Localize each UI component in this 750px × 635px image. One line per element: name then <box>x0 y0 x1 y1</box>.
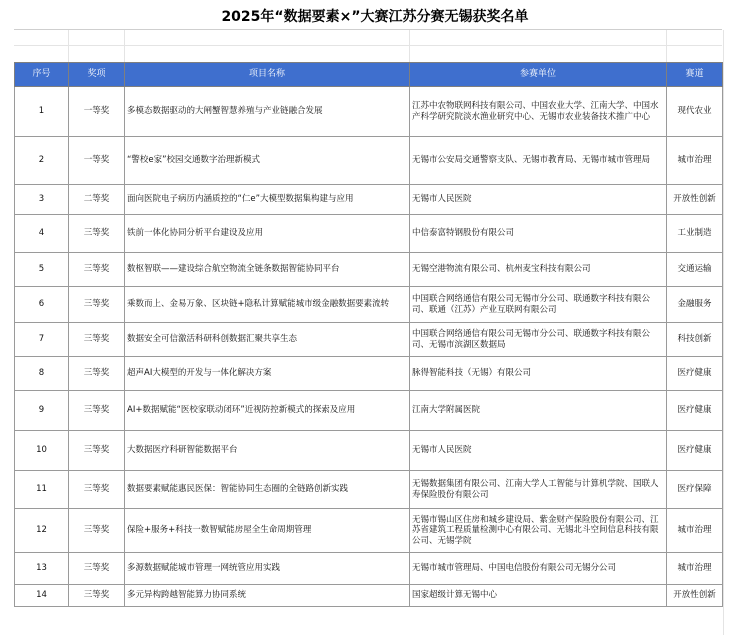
row-no: 5 <box>15 253 69 287</box>
row-no: 12 <box>15 509 69 553</box>
row-award: 三等奖 <box>69 471 125 509</box>
table-row <box>15 357 723 391</box>
table-row <box>15 185 723 215</box>
row-project: 多模态数据驱动的大闸蟹智慧养殖与产业链融合发展 <box>125 87 410 137</box>
row-units: 国家超级计算无锡中心 <box>410 585 667 607</box>
row-no: 6 <box>15 287 69 323</box>
row-no: 3 <box>15 185 69 215</box>
awards-table <box>14 62 723 607</box>
row-track: 开放性创新 <box>667 185 723 215</box>
table-row <box>15 253 723 287</box>
row-no: 9 <box>15 391 69 431</box>
table-row <box>15 323 723 357</box>
table-row <box>15 391 723 431</box>
row-award: 一等奖 <box>69 137 125 185</box>
table-row <box>15 509 723 553</box>
row-project: 乘数而上、金易万象、区块链+隐私计算赋能城市级金融数据要素流转 <box>125 287 410 323</box>
row-units: 中国联合网络通信有限公司无锡市分公司、联通数字科技有限公司、无锡市滨湖区数据局 <box>410 323 667 357</box>
header-award: 奖项 <box>69 63 125 87</box>
row-no: 14 <box>15 585 69 607</box>
table-row <box>15 215 723 253</box>
row-track: 城市治理 <box>667 137 723 185</box>
row-award: 三等奖 <box>69 323 125 357</box>
row-award: 三等奖 <box>69 553 125 585</box>
row-units: 江南大学附属医院 <box>410 391 667 431</box>
row-track: 医疗健康 <box>667 431 723 471</box>
row-award: 三等奖 <box>69 215 125 253</box>
row-units: 无锡市公安局交通警察支队、无锡市教育局、无锡市城市管理局 <box>410 137 667 185</box>
header-project: 项目名称 <box>125 63 410 87</box>
row-award: 三等奖 <box>69 357 125 391</box>
row-project: 数据要素赋能惠民医保：智能协同生态圈的全链路创新实践 <box>125 471 410 509</box>
table-header-row <box>15 63 723 87</box>
row-units: 无锡市人民医院 <box>410 185 667 215</box>
row-award: 三等奖 <box>69 585 125 607</box>
row-award: 三等奖 <box>69 287 125 323</box>
header-track: 赛道 <box>667 63 723 87</box>
row-project: 多源数据赋能城市管理一网统管应用实践 <box>125 553 410 585</box>
row-units: 无锡市锡山区住房和城乡建设局、紫金财产保险股份有限公司、江苏省建筑工程质量检测中心有限公司、无锡北斗空间信息科技有限公司、无锡学院 <box>410 509 667 553</box>
row-track: 城市治理 <box>667 553 723 585</box>
row-track: 医疗健康 <box>667 391 723 431</box>
row-award: 一等奖 <box>69 87 125 137</box>
row-project: 铁前一体化协同分析平台建设及应用 <box>125 215 410 253</box>
table-row <box>15 87 723 137</box>
row-track: 开放性创新 <box>667 585 723 607</box>
row-project: 多元异构跨越智能算力协同系统 <box>125 585 410 607</box>
row-track: 现代农业 <box>667 87 723 137</box>
row-units: 无锡数据集团有限公司、江南大学人工智能与计算机学院、国联人寿保险股份有限公司 <box>410 471 667 509</box>
row-project: 数枢智联——建设综合航空物流全链条数据智能协同平台 <box>125 253 410 287</box>
spreadsheet-grid <box>14 30 722 62</box>
row-no: 2 <box>15 137 69 185</box>
row-units: 江苏中农物联网科技有限公司、中国农业大学、江南大学、中国水产科学研究院淡水渔业研究中心、无锡市农业装备技术推广中心 <box>410 87 667 137</box>
table-row <box>15 471 723 509</box>
row-project: 超声AI大模型的开发与一体化解决方案 <box>125 357 410 391</box>
row-track: 医疗健康 <box>667 357 723 391</box>
row-no: 4 <box>15 215 69 253</box>
row-no: 1 <box>15 87 69 137</box>
row-units: 脉得智能科技（无锡）有限公司 <box>410 357 667 391</box>
row-project: AI+数据赋能“医校家联动闭环”近视防控新模式的探索及应用 <box>125 391 410 431</box>
row-award: 二等奖 <box>69 185 125 215</box>
table-row <box>15 585 723 607</box>
row-units: 中信泰富特钢股份有限公司 <box>410 215 667 253</box>
row-project: 数据安全可信激活科研科创数据汇聚共享生态 <box>125 323 410 357</box>
header-no: 序号 <box>15 63 69 87</box>
page-title: 2025年“数据要素×”大赛江苏分赛无锡获奖名单 <box>221 9 529 25</box>
row-project: “警校e家”校园交通数字治理新模式 <box>125 137 410 185</box>
row-units: 无锡市城市管理局、中国电信股份有限公司无锡分公司 <box>410 553 667 585</box>
row-track: 城市治理 <box>667 509 723 553</box>
row-award: 三等奖 <box>69 509 125 553</box>
spreadsheet-empty-column <box>723 30 750 635</box>
row-project: 面向医院电子病历内涵质控的“仁e”大模型数据集构建与应用 <box>125 185 410 215</box>
row-units: 中国联合网络通信有限公司无锡市分公司、联通数字科技有限公司、联通（江苏）产业互联网有限公司 <box>410 287 667 323</box>
row-no: 10 <box>15 431 69 471</box>
row-award: 三等奖 <box>69 391 125 431</box>
row-units: 无锡空港物流有限公司、杭州麦宝科技有限公司 <box>410 253 667 287</box>
row-no: 13 <box>15 553 69 585</box>
table-row <box>15 137 723 185</box>
row-no: 8 <box>15 357 69 391</box>
row-award: 三等奖 <box>69 431 125 471</box>
row-units: 无锡市人民医院 <box>410 431 667 471</box>
table-row <box>15 287 723 323</box>
table-row <box>15 553 723 585</box>
row-track: 医疗保障 <box>667 471 723 509</box>
row-no: 7 <box>15 323 69 357</box>
row-track: 金融服务 <box>667 287 723 323</box>
row-track: 科技创新 <box>667 323 723 357</box>
table-row <box>15 431 723 471</box>
row-project: 大数据医疗科研智能数据平台 <box>125 431 410 471</box>
row-track: 工业制造 <box>667 215 723 253</box>
row-track: 交通运输 <box>667 253 723 287</box>
row-award: 三等奖 <box>69 253 125 287</box>
header-units: 参赛单位 <box>410 63 667 87</box>
row-project: 保险+服务+科技一数智赋能房屋全生命周期管理 <box>125 509 410 553</box>
row-no: 11 <box>15 471 69 509</box>
